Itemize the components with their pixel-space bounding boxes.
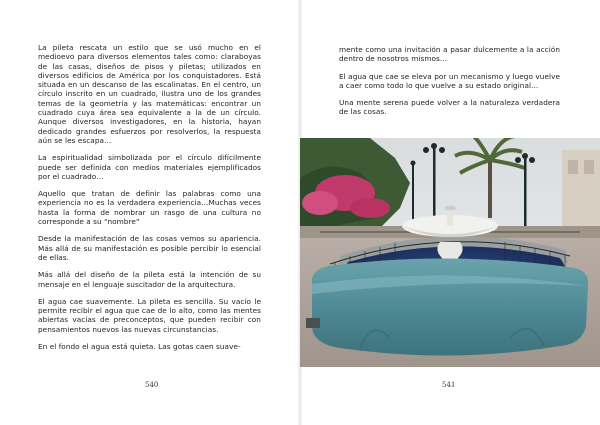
paragraph: Desde la manifestación de las cosas vemos su apariencia. Más allá de su manifestación es posible percibir lo esencial de ellas.	[38, 234, 261, 262]
paragraph: Una mente serena puede volver a la naturaleza verdadera de las cosas.	[339, 98, 560, 117]
paragraph: mente como una invitación a pasar dulcemente a la acción dentro de nosotros mismos…	[339, 45, 560, 64]
paragraph: La pileta rescata un estilo que se usó mucho en el medioevo para diversos elementos tales como: claraboyas de las casas, diseños de pisos y piletas; utilizados en diversos edificios de América por los conquistadores. Está situada en un descanso de las escalinatas. En el centro, un círculo inscrito en un cuadrado, ilustra uno de los grandes temas de la geometría y las matemáticas: encontrar un cuadrado cuya área sea equivalente a la de un círculo. Aunque diversos investigadores, en la historia, hayan dedicado grandes esfuerzos por resolverlos, la respuesta aún se les escapa…	[38, 43, 261, 145]
left-text-column	[38, 43, 261, 359]
paragraph: El agua cae suavemente. La pileta es sencilla. Su vacío le permite recibir el agua que cae de lo alto, como las mentes abiertas vacías de preconceptos, que pueden recibir con pensamientos nuevos las nuevas circunstancias.	[38, 296, 261, 334]
paragraph: Aquello que tratan de definir las palabras como una experiencia no es la verdadera experiencia…Muchas veces hasta la forma de nombrar un rasgo de una cultura no corresponde a su “nombre”	[38, 189, 261, 227]
paragraph: El agua que cae se eleva por un mecanismo y luego vuelve a caer como todo lo que vuelve a su estado original…	[339, 71, 560, 90]
paragraph: Más allá del diseño de la pileta está la intención de su mensaje en el lenguaje suscitador de la arquitectura.	[38, 270, 261, 289]
page-number-left: 540	[145, 381, 159, 389]
fountain-photo	[300, 138, 600, 367]
paragraph: La espiritualidad simbolizada por el círculo difícilmente puede ser definida con medios materiales ejemplificados por el cuadrado…	[38, 153, 261, 181]
page-number-right: 541	[442, 381, 456, 389]
right-page	[300, 0, 600, 425]
paragraph: En el fondo el agua está quieta. Las gotas caen suave-	[38, 342, 241, 352]
right-text-column	[339, 45, 560, 125]
